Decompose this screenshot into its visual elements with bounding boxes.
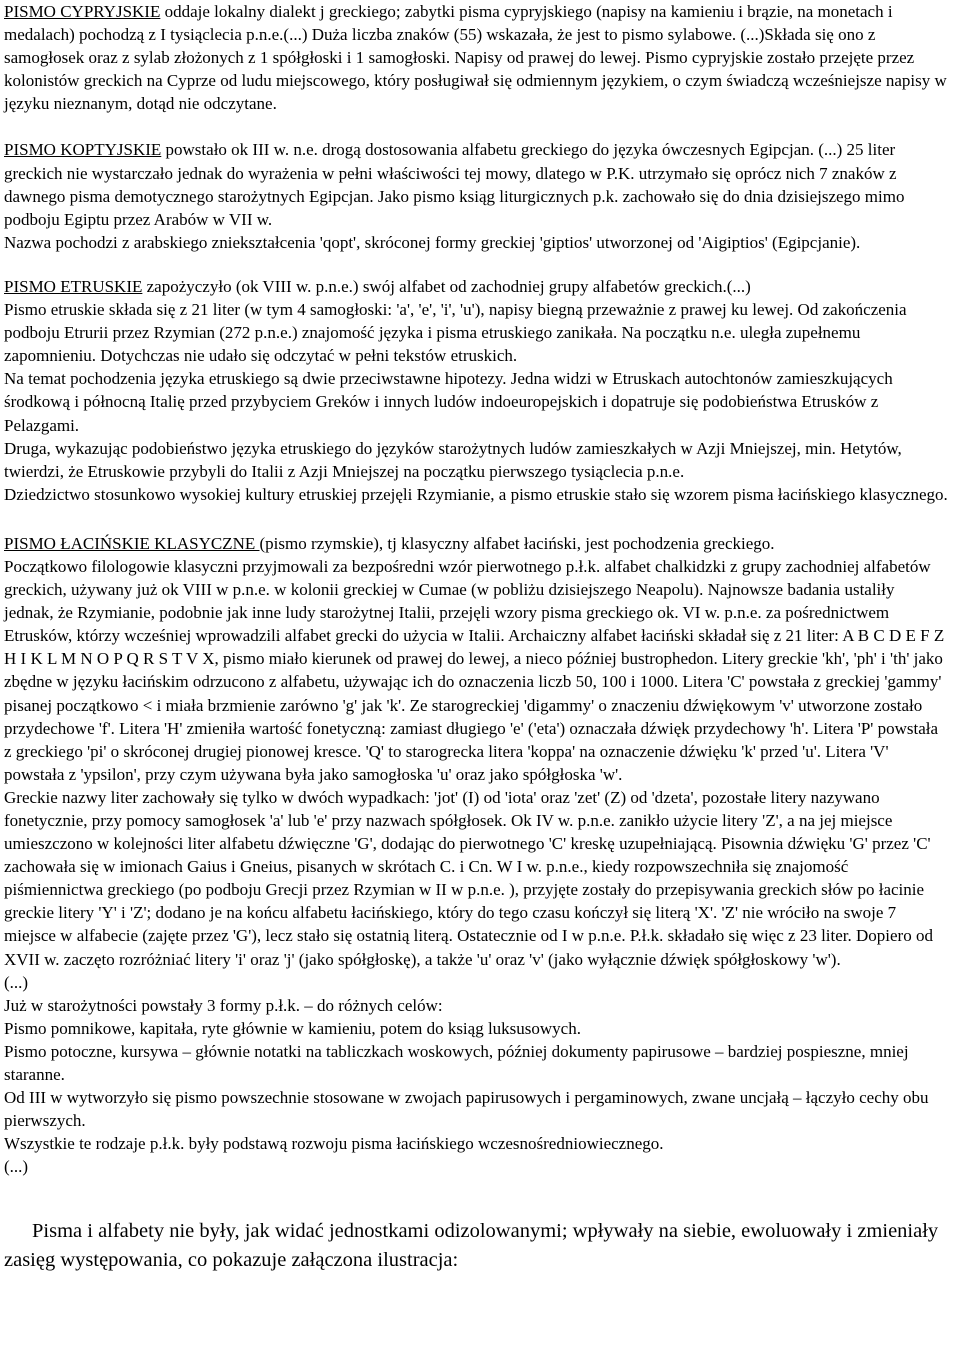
paragraph (4, 275, 948, 298)
ellipsis: (...) (4, 972, 29, 992)
paragraph: Druga, wykazując podobieństwo języka etruskiego do języków starożytnych ludów zamieszkałych w Azji Mniejszej, min. Hetytów, twierdzi, że Etruskowie przybyli do Italii z Azji Mniejszej na początku pierwszego tysiąclecia p.n.e. (4, 438, 902, 481)
paragraph-spacer (4, 254, 948, 275)
paragraph: Początkowo filologowie klasyczni przyjmowali za bezpośredni wzór pierwotnego p.ł.k. alfabet chalkidzki z grupy zachodniej alfabetów greckich, używany już ok VIII w p.n.e. w kolonii greckiej w Cumae (w pobliżu dzisiejszego Neapolu). Najnowsze badania ustaliły jednak, że Rzymianie, podobnie jak inne ludy starożytnej Italii, przejęli wzory pisma greckiego ok. VI w. p.n.e. za pośrednictwem Etrusków, którzy wcześniej wprowadzili alfabet grecki do użycia w Italii. Archaiczny alfabet łaciński składał się z 21 liter: A B C D E F Z H I K L M N O P Q R S T V X, pismo miało kierunek od prawej do lewej, a nieco później bustrophedon. Litery greckie 'kh', 'ph' i 'th' jako zbędne w języku łacińskim odrzucono z alfabetu, używając ich do oznaczenia liczb 50, 100 i 1000. Litera 'C' powstała z greckiej 'gammy' pisanej początkowo < i miała brzmienie zarówno 'g' jak 'k'. Ze starogreckiej 'digammy' o znaczeniu dźwiękowym 'v' utworzone zostało przydechowe 'f'. Litera 'H' zmieniła wartość fonetyczną: zamiast długiego 'e' ('eta') oznaczała dźwięk przydechowy 'h'. Litera 'P' powstała z greckiego 'pi' o skróconej drugiej pionowej kresce. 'Q' to starogrecka litera 'koppa' na oznaczenie dźwięku 'k' przed 'u'. Litera 'V' powstała z 'ypsilon', przy czym używana była jako samogłoska 'u' oraz jako spółgłoska 'w'. (4, 556, 945, 784)
paragraph: Na temat pochodzenia języka etruskiego są dwie przeciwstawne hipotezy. Jedna widzi w Etruskach autochtonów zamieszkujących środkową i północną Italię przed przybyciem Greków i innych ludów indoeuropejskich i dopatruje się podobieństwa Etrusków z Pelazgami. (4, 369, 893, 435)
section-etruscan-script (4, 275, 948, 506)
paragraph: Nazwa pochodzi z arabskiego zniekształcenia 'qopt', skróconej formy greckiej 'giptios' utworzonej od 'Aigiptios' (Egipcjanie). (4, 232, 861, 252)
ellipsis: (...) (4, 1157, 29, 1177)
paragraph-spacer (4, 506, 948, 532)
paragraph: Dziedzictwo stosunkowo wysokiej kultury etruskiej przejęli Rzymianie, a pismo etruskie stało się wzorem pisma łacińskiego klasycznego. (4, 484, 948, 504)
paragraph-spacer (4, 1179, 948, 1217)
paragraph: Greckie nazwy liter zachowały się tylko w dwóch wypadkach: 'jot' (I) od 'iota' oraz 'zet' (Z) od 'dzeta', pozostałe litery nazywano fonetycznie, przy pomocy samogłosek 'a' lub 'e' przy nazwach spółgłosek. Ok IV w. p.n.e. zanikło użycie litery 'Z', a na jej miejsce umieszczono w kolejności liter alfabetu dźwięczne 'G', dodając do pierwotnego 'C' kreskę uzupełniającą. Pisownia dźwięku 'G' przez 'C' zachowała się w imionach Gaius i Gneius, pisanych w skrótach C. i Cn. W I w. p.n.e., kiedy rozpowszechniła się znajomość piśmiennictwa greckiego (po podboju Grecji przez Rzymian w II w p.n.e. ), przyjęte zostały do przepisywania greckich słów po łacinie greckie litery 'Y' i 'Z'; dodano je na końcu alfabetu łacińskiego, który do tego czasu kończył się literą 'X'. 'Z' nie wróciło na swoje 7 miejsce w alfabecie (zajęte przez 'G'), lecz stało się ostatnią literą. Ostatecznie od I w p.n.e. P.ł.k. składało się więc z 23 liter. Dopiero od XVII w. zaczęto rozróżniać litery 'i' oraz 'j' (jako spółgłoskę), a także 'u' oraz 'v' (jako wyłącznie dźwięk spółgłoskowy 'w'). (4, 787, 933, 969)
section-cypriot-script (4, 0, 948, 115)
paragraph: Pismo etruskie składa się z 21 liter (w tym 4 samogłoski: 'a', 'e', 'i', 'u'), napisy biegną przeważnie z prawej ku lewej. Od zakończenia podboju Etrurii przez Rzymian (272 p.n.e.) znajomość języka i pisma etruskiego zanikała. Na początku n.e. uległa zupełnemu zapomnieniu. Dotychczas nie udało się odczytać w pełni tekstów etruskich. (4, 300, 907, 366)
paragraph (4, 532, 948, 555)
section-heading: PISMO KOPTYJSKIE (4, 140, 162, 160)
section-heading: PISMO ŁACIŃSKIE KLASYCZNE (4, 533, 260, 553)
paragraph: Wszystkie te rodzaje p.ł.k. były podstawą rozwoju pisma łacińskiego wczesnośredniowiecznego. (4, 1134, 664, 1154)
paragraph: Pismo potoczne, kursywa – głównie notatki na tabliczkach woskowych, później dokumenty papirusowe – bardziej pospieszne, mniej staranne. (4, 1041, 909, 1085)
paragraph: Pismo pomnikowe, kapitała, ryte głównie w kamieniu, potem do ksiąg luksusowych. (4, 1018, 581, 1038)
paragraph-spacer (4, 115, 948, 138)
closing-paragraph: Pisma i alfabety nie były, jak widać jednostkami odizolowanymi; wpływały na siebie, ewoluowały i zmieniały zasięg występowania, co pokazuje załączona ilustracja: (4, 1219, 939, 1271)
paragraph-text: zapożyczyło (ok VIII w. p.n.e.) swój alfabet od zachodniej grupy alfabetów greckich.(...) (142, 276, 751, 296)
paragraph-text: oddaje lokalny dialekt j greckiego; zabytki pisma cypryjskiego (napisy na kamieniu i brązie, na monetach i medalach) pochodzą z I tysiąclecia p.n.e.(...) Duża liczba znaków (55) wskazała, że jest to pismo sylabowe. (...)Składa się ono z samogłosek oraz z sylab złożonych z 1 spółgłoski i 1 samogłoski. Napisy od prawej do lewej. Pismo cypryjskie zostało przejęte przez kolonistów greckich na Cyprze od ludu miejscowego, który posługiwał się odmiennym językiem, o czym świadczą wcześniejsze napisy w języku nieznanym, dotąd nie odczytane. (4, 2, 947, 114)
paragraph-text: powstało ok III w. n.e. drogą dostosowania alfabetu greckiego do języka ówczesnych Egipcjan. (...) 25 liter greckich nie wystarczało jednak do wyrażenia w pełni właściwości tej mowy, dlatego w P.K. utrzymało się oprócz nich 7 znaków z dawnego pisma demotycznego starożytnych Egipcjan. Jako pismo ksiąg liturgicznych p.k. zachowało się do dnia dzisiejszego mimo podboju Egiptu przez Arabów w VII w. (4, 140, 905, 229)
paragraph (4, 138, 948, 230)
section-coptic-script (4, 138, 948, 253)
paragraph: Już w starożytności powstały 3 formy p.ł.k. – do różnych celów: (4, 995, 443, 1015)
section-heading: PISMO ETRUSKIE (4, 276, 143, 296)
paragraph-text: (pismo rzymskie), tj klasyczny alfabet łaciński, jest pochodzenia greckiego. (259, 533, 775, 553)
section-classical-latin-script (4, 532, 948, 1179)
section-heading: PISMO CYPRYJSKIE (4, 2, 161, 21)
paragraph (4, 0, 948, 115)
paragraph: Od III w wytworzyło się pismo powszechnie stosowane w zwojach papirusowych i pergaminowych, zwane uncjałą – łączyło cechy obu pierwszych. (4, 1088, 929, 1131)
